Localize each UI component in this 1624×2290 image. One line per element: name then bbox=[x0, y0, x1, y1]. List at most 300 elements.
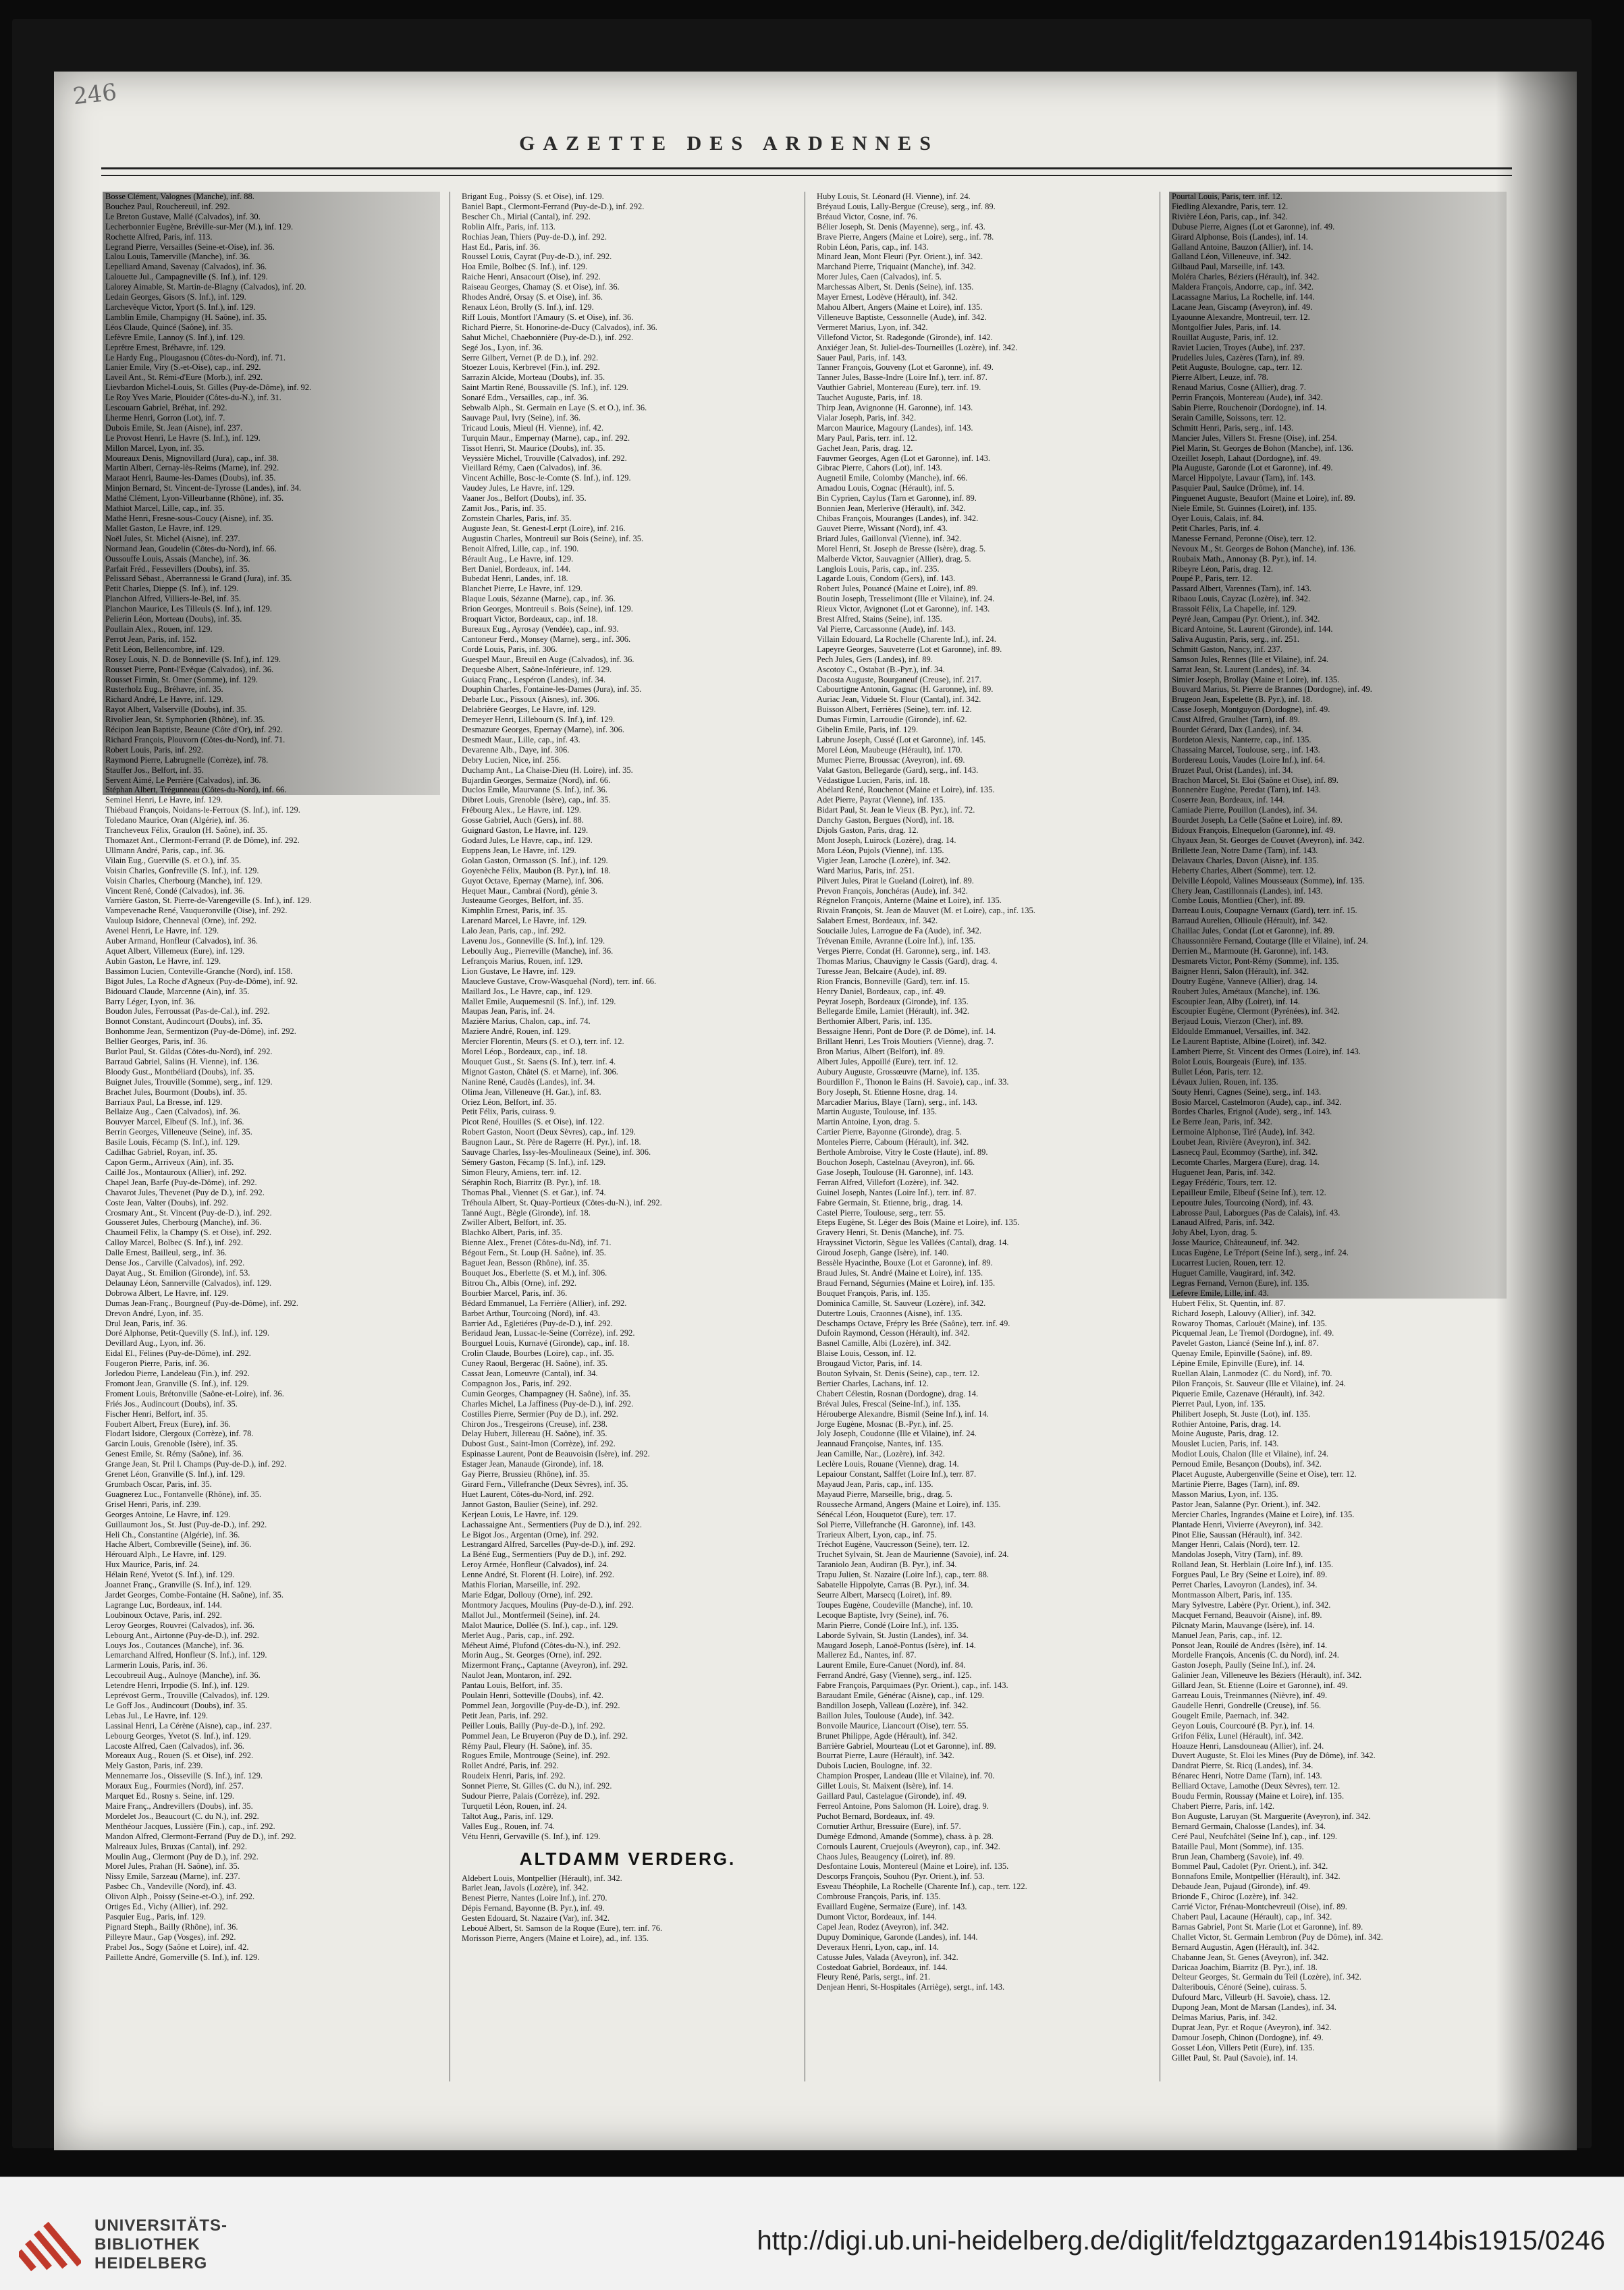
list-entry: Mercier Florentin, Meurs (S. et O.), terr. inf. 12. bbox=[462, 1037, 624, 1047]
list-entry: Pinot Elie, Saussan (Hérault), inf. 342. bbox=[1172, 1529, 1303, 1539]
list-entry: Barbet Arthur, Tourcoing (Nord), inf. 43. bbox=[462, 1308, 600, 1318]
list-entry: Lescouarn Gabriel, Bréhat, inf. 292. bbox=[103, 403, 440, 413]
list-entry: Simier Joseph, Brollay (Maine et Loire), inf. 135. bbox=[1169, 675, 1507, 685]
list-entry: Valat Gaston, Bellegarde (Gard), serg., inf. 143. bbox=[817, 765, 979, 775]
list-entry: Dalle Ernest, Bailleul, serg., inf. 36. bbox=[105, 1248, 227, 1258]
list-entry: Barriaux Paul, La Bresse, inf. 129. bbox=[105, 1097, 223, 1107]
list-entry: Gase Joseph, Toulouse (H. Garonne), inf. 143. bbox=[817, 1167, 973, 1177]
list-entry: Bureaux Eug., Ayrosay (Vendée), cap., inf. 93. bbox=[462, 624, 619, 634]
list-entry: Jardet Georges, Combe-Fontaine (H. Saône), inf. 35. bbox=[105, 1589, 283, 1600]
list-entry: Bubedat Henri, Landes, inf. 18. bbox=[462, 574, 568, 584]
list-entry: Le Berre Jean, Paris, inf. 342. bbox=[1169, 1117, 1507, 1127]
list-entry: Larenard Marcel, Le Havre, inf. 129. bbox=[462, 916, 587, 926]
list-entry: Pelierin Léon, Morteau (Doubs), inf. 35. bbox=[103, 614, 440, 624]
list-entry: Lepelliard Amand, Savenay (Calvados), inf. 36. bbox=[103, 262, 440, 272]
list-entry: Delay Hubert, Jillereau (H. Saône), inf. 35. bbox=[462, 1429, 607, 1439]
list-entry: Cornouls Laurent, Cruejouls (Aveyron), cap., inf. 342. bbox=[817, 1841, 1000, 1851]
newspaper-page bbox=[54, 72, 1577, 2150]
list-entry: Perrin François, Montereau (Aude), inf. 342. bbox=[1169, 393, 1507, 403]
list-entry: Bonnien Jean, Merlerive (Hérault), inf. 342. bbox=[817, 503, 966, 514]
list-entry: Lacassagne Marius, La Rochelle, inf. 144. bbox=[1169, 292, 1507, 302]
list-entry: Paillette André, Gomerville (S. Inf.), inf. 129. bbox=[105, 1952, 260, 1962]
list-entry: Sabatelle Hippolyte, Carras (B. Pyr.), inf. 34. bbox=[817, 1580, 969, 1590]
list-entry: Schmitt Gaston, Nancy, inf. 237. bbox=[1169, 645, 1507, 655]
list-entry: Parfait Fréd., Fessevillers (Doubs), inf. 35. bbox=[103, 564, 440, 574]
list-entry: Guinel Joseph, Nantes (Loire Inf.), terr. inf. 87. bbox=[817, 1187, 977, 1197]
list-entry: Vaudey Jules, Le Havre, inf. 129. bbox=[462, 483, 574, 493]
list-entry: Bouchez Paul, Rouchereuil, inf. 292. bbox=[103, 202, 440, 212]
list-entry: Vauthier Gabriel, Montereau (Eure), terr. inf. 19. bbox=[817, 383, 981, 393]
list-entry: Mallet Emile, Auquemesnil (S. Inf.), inf. 129. bbox=[462, 996, 616, 1006]
list-entry: Leprévost Germ., Trouville (Calvados), inf. 129. bbox=[105, 1691, 270, 1701]
list-entry: Cantoneur Ferd., Monsey (Marne), serg., inf. 306. bbox=[462, 634, 631, 644]
list-entry: Tréhoula Albert, St. Quay-Portieux (Côtes-du-N.), inf. 292. bbox=[462, 1197, 662, 1207]
list-entry: Bernard Augustin, Agen (Hérault), inf. 342. bbox=[1172, 1942, 1320, 1952]
list-entry: Manger Henri, Calais (Nord), terr. 12. bbox=[1172, 1539, 1300, 1550]
list-entry: Dayat Aug., St. Emilion (Gironde), inf. 53. bbox=[105, 1267, 250, 1278]
list-entry: Avenel Henri, Le Havre, inf. 129. bbox=[105, 926, 219, 936]
list-entry: Huby Louis, St. Léonard (H. Vienne), inf. 24. bbox=[817, 192, 971, 201]
list-entry: Berjaud Louis, Vierzon (Cher), inf. 89. bbox=[1169, 1016, 1507, 1027]
list-entry: Baguet Jean, Besson (Rhône), inf. 35. bbox=[462, 1258, 590, 1268]
list-entry: Sauer Paul, Paris, inf. 143. bbox=[817, 352, 907, 362]
columns bbox=[103, 192, 1547, 2095]
list-entry: Barrier Ad., Egletiéres (Puy-de-D.), inf. 292. bbox=[462, 1318, 613, 1328]
list-entry: Zornstein Charles, Paris, inf. 35. bbox=[462, 514, 572, 523]
list-entry: Martinie Pierre, Bages (Tarn), inf. 89. bbox=[1172, 1479, 1299, 1489]
list-entry: Prabel Jos., Sogy (Saône et Loire), inf. 42. bbox=[105, 1942, 249, 1952]
list-entry: Calloy Marcel, Bolbec (S. Inf.), inf. 292. bbox=[105, 1238, 244, 1248]
list-entry: Debarle Luc., Pissoux (Aisnes), inf. 306. bbox=[462, 694, 600, 705]
list-entry: Sauvage Paul, Ivry (Seine), inf. 36. bbox=[462, 412, 581, 422]
list-entry: Salabert Ernest, Bordeaux, inf. 342. bbox=[817, 916, 938, 926]
list-entry: Dubuse Pierre, Aignes (Lot et Garonne), inf. 49. bbox=[1169, 222, 1507, 232]
list-entry: Lalo Jean, Paris, cap., inf. 292. bbox=[462, 926, 566, 936]
list-entry: Anxiéger Jean, St. Juliel-des-Tourneilles (Lozère), inf. 342. bbox=[817, 342, 1018, 352]
list-entry: Brave Pierre, Angers (Maine et Loire), serg., inf. 78. bbox=[817, 231, 994, 242]
list-entry: Sabin Pierre, Rouchenoir (Dordogne), inf. 14. bbox=[1169, 403, 1507, 413]
list-entry: Roubert Jules, Amétaux (Manche), inf. 136. bbox=[1169, 987, 1507, 997]
list-entry: Mathis Florian, Marseille, inf. 292. bbox=[462, 1580, 580, 1590]
list-entry: Chabert Paul, Lacaune (Hérault), cap., inf. 342. bbox=[1172, 1911, 1332, 1921]
list-entry: Moléra Charles, Béziers (Hérault), inf. 342. bbox=[1169, 272, 1507, 282]
list-entry: Sol Pierre, Villefranche (H. Garonne), inf. 143. bbox=[817, 1519, 976, 1529]
list-entry: Legay Frédéric, Tours, terr. 12. bbox=[1169, 1178, 1507, 1188]
list-entry: Brionde F., Chiroc (Lozère), inf. 342. bbox=[1172, 1892, 1299, 1902]
list-entry: Bigot Jules, La Roche d'Agneux (Puy-de-Dôme), inf. 92. bbox=[105, 976, 298, 986]
list-entry: Vincent René, Condé (Calvados), inf. 36. bbox=[105, 885, 245, 896]
list-entry: Denjean Henri, St-Hospitales (Arriège), sergt., inf. 143. bbox=[817, 1982, 1005, 1992]
list-entry: Manuel Jean, Paris, cap., inf. 12. bbox=[1172, 1630, 1282, 1640]
list-entry: Galland Léon, Villeneuve, inf. 342. bbox=[1169, 252, 1507, 262]
list-entry: Bourbier Marcel, Paris, inf. 36. bbox=[462, 1288, 568, 1298]
library-name bbox=[94, 2216, 227, 2273]
list-entry: Frébourg Alex., Le Havre, inf. 129. bbox=[462, 805, 581, 815]
list-entry: Bernard Germain, Chalosse (Landes), inf. 34. bbox=[1172, 1821, 1326, 1831]
list-entry: Bourdet Gérard, Dax (Landes), inf. 34. bbox=[1169, 725, 1507, 735]
list-entry: Petit Jean, Paris, inf. 292. bbox=[462, 1710, 548, 1720]
list-entry: Moureaux Denis, Mignovillard (Jura), cap., inf. 38. bbox=[103, 454, 440, 464]
list-entry: Mignot Gaston, Châtel (S. et Marne), inf. 306. bbox=[462, 1066, 618, 1076]
list-entry: Hérouberge Alexandre, Bismil (Seine Inf.), inf. 14. bbox=[817, 1409, 989, 1419]
list-entry: Niele Emile, St. Guinnes (Loiret), inf. 135. bbox=[1169, 503, 1507, 514]
handwritten-page-number: 246 bbox=[72, 78, 118, 111]
list-entry: Fougeron Pierre, Paris, inf. 36. bbox=[105, 1359, 210, 1369]
list-entry: Godard Jules, Le Havre, cap., inf. 129. bbox=[462, 836, 593, 845]
list-entry: Moulin Aug., Clermont (Puy de D.), inf. 292. bbox=[105, 1851, 259, 1861]
list-entry: Pierre Albert, Leuze, inf. 78. bbox=[1169, 373, 1507, 383]
list-entry: Jeannaud Françoise, Nantes, inf. 135. bbox=[817, 1439, 944, 1449]
list-entry: Mouquet Gust., St. Saens (S. Inf.), terr. inf. 4. bbox=[462, 1056, 616, 1066]
list-entry: Maraot Henri, Baume-les-Dames (Doubs), inf. 35. bbox=[103, 473, 440, 483]
list-entry: Petit Charles, Paris, inf. 4. bbox=[1169, 524, 1507, 534]
list-entry: Marin Pierre, Condé (Loire Inf.), inf. 135. bbox=[817, 1620, 959, 1630]
list-entry: Monteles Pierre, Caboum (Hérault), inf. 342. bbox=[817, 1137, 969, 1147]
list-entry: Belliard Octave, Lamothe (Deux Sèvres), terr. 12. bbox=[1172, 1781, 1341, 1791]
list-entry: Dibret Louis, Grenoble (Isère), cap., inf. 35. bbox=[462, 795, 611, 805]
list-entry: Bloody Gust., Montbéliard (Doubs), inf. 35. bbox=[105, 1066, 254, 1076]
list-entry: Rieux Victor, Avignonet (Lot et Garonne), inf. 143. bbox=[817, 604, 990, 614]
list-entry: Raiche Henri, Ansacourt (Oise), inf. 292. bbox=[462, 272, 601, 282]
list-entry: Ferran Alfred, Villefort (Lozère), inf. 342. bbox=[817, 1177, 959, 1187]
list-entry: Fleury René, Paris, sergt., inf. 21. bbox=[817, 1972, 931, 1982]
list-entry: Boudu Fermin, Roussay (Maine et Loire), inf. 135. bbox=[1172, 1791, 1345, 1801]
list-entry: Aquet Albert, Villemeux (Eure), inf. 129. bbox=[105, 946, 245, 956]
list-entry: Camiade Pierre, Pouillon (Landes), inf. 34. bbox=[1169, 805, 1507, 815]
list-entry: Merlet Aug., Paris, cap., inf. 292. bbox=[462, 1630, 574, 1640]
list-entry: Pommel Jean, Le Bruyeron (Puy de D.), inf. 292. bbox=[462, 1730, 628, 1741]
list-entry: Plantade Henri, Vivierre (Aveyron), inf. 342. bbox=[1172, 1519, 1324, 1529]
list-entry: Derrien M., Marmoute (H. Garonne), inf. 143. bbox=[1169, 946, 1507, 956]
list-entry: Régnelon François, Anterne (Maine et Loire), inf. 135. bbox=[817, 896, 1002, 906]
source-url[interactable]: http://digi.ub.uni-heidelberg.de/diglit/feldztggazarden1914bis1915/0246 bbox=[757, 2226, 1605, 2256]
list-entry: Maupas Jean, Paris, inf. 24. bbox=[462, 1006, 556, 1016]
list-entry: Villefond Victor, St. Radegonde (Gironde), inf. 142. bbox=[817, 332, 993, 342]
library-name-line: UNIVERSITÄTS- bbox=[94, 2216, 228, 2235]
list-entry: Placet Auguste, Aubergenville (Seine et Oise), terr. 12. bbox=[1172, 1469, 1357, 1479]
list-entry: Blaise Louis, Cesson, inf. 12. bbox=[817, 1348, 917, 1359]
list-entry: Lalou Louis, Tamerville (Manche), inf. 36. bbox=[103, 252, 440, 262]
list-entry: Fabre Germain, St. Etienne, brig., drag. 14. bbox=[817, 1197, 963, 1207]
list-entry: Masson Marius, Lyon, inf. 135. bbox=[1172, 1489, 1278, 1499]
list-entry: Benest Pierre, Nantes (Loire Inf.), inf. 270. bbox=[462, 1893, 607, 1903]
list-entry: Debry Lucien, Nice, inf. 256. bbox=[462, 755, 562, 765]
list-entry: Delavaux Charles, Davon (Aisne), inf. 135. bbox=[1169, 856, 1507, 866]
list-entry: Gaston Joseph, Paully (Seine Inf.), inf. 24. bbox=[1172, 1660, 1316, 1670]
list-entry: Lebourg Ant., Airtonne (Puy-de-D.), inf. 292. bbox=[105, 1630, 259, 1640]
list-entry: Gaudelle Henri, Gondrelle (Creuse), inf. 56. bbox=[1172, 1700, 1322, 1710]
list-entry: Bourrat Pierre, Laure (Hérault), inf. 342. bbox=[817, 1751, 954, 1761]
list-entry: Mallet Gaston, Le Havre, inf. 129. bbox=[103, 524, 440, 534]
list-entry: Brillant Henri, Les Trois Moutiers (Vienne), drag. 7. bbox=[817, 1037, 994, 1047]
list-entry: Crolin Claude, Bourbes (Loire), cap., inf. 35. bbox=[462, 1348, 614, 1359]
list-entry: Gravery Henri, St. Denis (Manche), inf. 75. bbox=[817, 1228, 965, 1238]
list-entry: Gibrac Pierre, Cahors (Lot), inf. 143. bbox=[817, 463, 942, 473]
list-entry: Ozeillet Joseph, Lahaut (Dordogne), inf. 49. bbox=[1169, 454, 1507, 464]
list-entry: Mumec Pierre, Broussac (Aveyron), inf. 69. bbox=[817, 755, 965, 765]
list-entry: Robert Jules, Pouancé (Maine et Loire), inf. 89. bbox=[817, 584, 978, 594]
list-entry: Marcadier Marius, Blaye (Tarn), serg., inf. 143. bbox=[817, 1097, 977, 1107]
list-entry: Trapu Julien, St. Nazaire (Loire Inf.), cap., terr. 88. bbox=[817, 1570, 990, 1580]
list-entry: Rolland Jean, St. Herblain (Loire Inf.), inf. 135. bbox=[1172, 1560, 1334, 1570]
list-entry: Giroud Joseph, Gange (Isère), inf. 140. bbox=[817, 1248, 949, 1258]
list-entry: Ceré Paul, Neufchâtel (Seine Inf.), cap., inf. 129. bbox=[1172, 1831, 1338, 1841]
list-entry: Tanner François, Gouveny (Lot et Garonne), inf. 49. bbox=[817, 362, 994, 373]
list-entry: Lucas Eugène, Le Tréport (Seine Inf.), serg., inf. 24. bbox=[1169, 1248, 1507, 1258]
section-heading: ALTDAMM VERDERG. bbox=[519, 1848, 736, 1869]
list-entry: Olima Jean, Villeneuve (H. Gar.), inf. 83. bbox=[462, 1087, 601, 1097]
list-entry: Moreaux Aug., Rouen (S. et Oise), inf. 292. bbox=[105, 1751, 254, 1761]
list-entry: Delmas Marius, Paris, inf. 342. bbox=[1172, 2013, 1278, 2023]
list-entry: Auber Armand, Honfleur (Calvados), inf. 36. bbox=[105, 936, 258, 946]
list-entry: Serre Gilbert, Vernet (P. de D.), inf. 292. bbox=[462, 352, 599, 362]
list-entry: Richard Pierre, St. Honorine-de-Ducy (Calvados), inf. 36. bbox=[462, 322, 657, 332]
list-entry: Seminel Henri, Le Havre, inf. 129. bbox=[105, 795, 223, 805]
list-entry: Lagarde Louis, Condom (Gers), inf. 143. bbox=[817, 574, 956, 584]
list-entry: Lepaiour Constant, Salffet (Loire Inf.), terr. 87. bbox=[817, 1469, 977, 1479]
list-entry: Mennemarre Jos., Oisseville (S. Inf.), inf. 129. bbox=[105, 1771, 263, 1781]
list-entry: Modiot Louis, Chalon (Ille et Vilaine), inf. 24. bbox=[1172, 1449, 1328, 1459]
list-entry: Manesse Fernand, Peronne (Oise), terr. 12. bbox=[1169, 534, 1507, 544]
list-entry: Cabourtigne Antonin, Gagnac (H. Garonne), inf. 89. bbox=[817, 684, 994, 694]
list-entry: Sarrat Jean, St. Laurent (Landes), inf. 34. bbox=[1169, 665, 1507, 675]
list-entry: Petit Léon, Bellencombre, inf. 129. bbox=[103, 645, 440, 655]
list-entry: Albert Jules, Appoillé (Eure), terr. inf. 12. bbox=[817, 1056, 958, 1066]
list-entry: Bonhomme Jean, Sermentizon (Puy-de-Dôme), inf. 292. bbox=[105, 1027, 296, 1037]
list-entry: Mely Gaston, Paris, inf. 239. bbox=[105, 1761, 203, 1771]
list-entry: Dandrat Pierre, St. Ricq (Landes), inf. 34. bbox=[1172, 1761, 1314, 1771]
list-entry: Bouvard Marius, St. Pierre de Brannes (Dordogne), inf. 49. bbox=[1169, 684, 1507, 694]
list-entry: Vialar Joseph, Paris, inf. 342. bbox=[817, 412, 917, 422]
list-entry: Galland Antoine, Bauzon (Allier), inf. 14. bbox=[1169, 242, 1507, 252]
list-entry: Chaillac Jules, Condat (Lot et Garonne), inf. 89. bbox=[1169, 926, 1507, 936]
list-entry: Roussel Louis, Cayrat (Puy-de-D.), inf. 292. bbox=[462, 252, 612, 262]
list-entry: Chaumeil Félix, la Champy (S. et Oise), inf. 292. bbox=[105, 1228, 272, 1238]
list-entry: Zwiller Albert, Belfort, inf. 35. bbox=[462, 1218, 566, 1228]
list-entry: Mordelet Jos., Beaucourt (C. du N.), inf. 292. bbox=[105, 1811, 259, 1821]
list-entry: Guillaumont Jos., St. Just (Puy-de-D.), inf. 292. bbox=[105, 1519, 267, 1529]
list-entry: Gosset Léon, Villers Petit (Eure), inf. 135. bbox=[1172, 2042, 1315, 2052]
list-entry: Auriac Jean, Viduele St. Flour (Cantal), inf. 342. bbox=[817, 694, 981, 705]
list-entry: Heberty Charles, Albert (Somme), terr. 12. bbox=[1169, 866, 1507, 876]
list-entry: Danchy Gaston, Bergues (Nord), inf. 18. bbox=[817, 815, 954, 825]
list-entry: Broquart Victor, Bordeaux, cap., inf. 18. bbox=[462, 614, 598, 624]
list-entry: Thirp Jean, Avignonne (H. Garonne), inf. 143. bbox=[817, 403, 973, 413]
list-entry: Gillet Paul, St. Paul (Savoie), inf. 14. bbox=[1172, 2052, 1298, 2063]
list-entry: Vauloup Isidore, Chenneval (Orne), inf. 292. bbox=[105, 916, 256, 926]
list-entry: Mary Sylvestre, Labère (Pyr. Orient.), inf. 342. bbox=[1172, 1600, 1331, 1610]
list-entry: Doutry Eugène, Vanneve (Allier), drag. 14. bbox=[1169, 977, 1507, 987]
list-entry: Oriez Léon, Belfort, inf. 35. bbox=[462, 1097, 557, 1107]
list-entry: Gougelt Emile, Paernach, inf. 342. bbox=[1172, 1710, 1289, 1720]
list-entry: Pasquier Eug., Paris, inf. 129. bbox=[105, 1911, 206, 1921]
list-entry: Ponsot Jean, Rouilé de Andres (Isère), inf. 14. bbox=[1172, 1640, 1328, 1650]
list-entry: Lachassaigne Ant., Sermentiers (Puy de D.), inf. 292. bbox=[462, 1519, 642, 1529]
list-entry: Charles Michel, La Jaffiness (Puy-de-D.), inf. 292. bbox=[462, 1398, 634, 1409]
list-entry: Dumas Jean-Franç., Bourgneuf (Puy-de-Dôme), inf. 292. bbox=[105, 1298, 298, 1308]
list-entry: Labrune Joseph, Cussé (Lot et Garonne), inf. 145. bbox=[817, 734, 986, 744]
list-entry: Delaunay Léon, Sannerville (Calvados), inf. 129. bbox=[105, 1278, 272, 1288]
list-entry: Lecoubreuil Aug., Aulnoye (Manche), inf. 36. bbox=[105, 1670, 261, 1681]
list-entry: Renaud Marius, Cosne (Allier), drag. 7. bbox=[1169, 383, 1507, 393]
list-entry: Dépis Fernand, Bayonne (B. Pyr.), inf. 49. bbox=[462, 1903, 605, 1913]
list-entry: Bréaud Victor, Cosne, inf. 76. bbox=[817, 211, 918, 221]
list-entry: Doré Alphonse, Petit-Quevilly (S. Inf.), inf. 129. bbox=[105, 1328, 270, 1338]
list-entry: Bandillon Joseph, Valleau (Lozère), inf. 342. bbox=[817, 1700, 969, 1710]
list-entry: Genest Emile, St. Rémy (Saône), inf. 36. bbox=[105, 1449, 244, 1459]
list-entry: Bréval Jules, Frescal (Seine-Inf.), inf. 135. bbox=[817, 1398, 961, 1409]
list-entry: Guyot Octave, Epernay (Marne), inf. 306. bbox=[462, 875, 603, 885]
list-entry: Le Hardy Eug., Plougasnou (Côtes-du-Nord), inf. 71. bbox=[103, 353, 440, 363]
list-entry: Piel Marin, St. Georges de Bohon (Manche), inf. 136. bbox=[1169, 443, 1507, 454]
list-entry: Prevon François, Jonchéras (Aude), inf. 342. bbox=[817, 885, 968, 896]
list-entry: Douphin Charles, Fontaine-les-Dames (Jura), inf. 35. bbox=[462, 684, 642, 694]
list-entry: Bolot Louis, Bourgeais (Eure), inf. 135. bbox=[1169, 1057, 1507, 1067]
list-entry: Stauffer Jos., Belfort, inf. 35. bbox=[103, 765, 440, 775]
list-entry: Mazière Marius, Chalon, cap., inf. 74. bbox=[462, 1016, 591, 1027]
list-entry: Saliva Augustin, Paris, serg., inf. 251. bbox=[1169, 634, 1507, 645]
list-entry: Souciaile Jules, Larrogue de Fa (Aude), inf. 342. bbox=[817, 926, 982, 936]
list-entry: Bicard Antoine, St. Laurent (Gironde), inf. 144. bbox=[1169, 624, 1507, 634]
list-entry: Lalorey Aimable, St. Martin-de-Blagny (Calvados), inf. 20. bbox=[103, 282, 440, 292]
list-entry: Louys Jos., Coutances (Manche), inf. 36. bbox=[105, 1640, 244, 1650]
list-entry: Joly Joseph, Coudonne (Ille et Vilaine), inf. 24. bbox=[817, 1429, 977, 1439]
list-entry: Auguste Jean, St. Genest-Lerpt (Loire), inf. 216. bbox=[462, 523, 626, 533]
list-entry: Servent Aimé, Le Perrière (Calvados), inf. 36. bbox=[103, 775, 440, 786]
list-entry: Turesse Jean, Belcaire (Aude), inf. 89. bbox=[817, 966, 947, 976]
list-entry: Tissot Henri, St. Maurice (Doubs), inf. 35. bbox=[462, 443, 605, 453]
list-entry: Challet Victor, St. Germain Lembron (Puy de Dôme), inf. 342. bbox=[1172, 1932, 1384, 1942]
list-entry: Sahut Michel, Chaebonnière (Puy-de-D.), inf. 292. bbox=[462, 332, 634, 342]
list-entry: Braud Jules, St. André (Maine et Loire), inf. 135. bbox=[817, 1267, 983, 1278]
list-entry: Puchot Bernard, Bordeaux, inf. 49. bbox=[817, 1811, 935, 1821]
list-entry: Petit Charles, Dieppe (S. Inf.), inf. 129. bbox=[103, 584, 440, 594]
list-entry: Richard André, Le Havre, inf. 129. bbox=[103, 694, 440, 705]
list-entry: Buignet Jules, Trouville (Somme), serg., inf. 129. bbox=[105, 1076, 273, 1087]
list-entry: Normand Jean, Goudelin (Côtes-du-Nord), inf. 66. bbox=[103, 544, 440, 554]
column-3 bbox=[814, 192, 1152, 2095]
list-entry: Hrayssinet Victorin, Sègue les Vallées (Cantal), drag. 14. bbox=[817, 1238, 1009, 1248]
list-entry: Bullet Léon, Paris, terr. 12. bbox=[1169, 1067, 1507, 1077]
list-entry: Darreau Louis, Coupagne Vernaux (Gard), terr. inf. 15. bbox=[1169, 906, 1507, 916]
list-entry: Escoupier Jean, Alby (Loiret), inf. 14. bbox=[1169, 997, 1507, 1007]
list-entry: Baniel Bapt., Clermont-Ferrand (Puy-de-D.), inf. 292. bbox=[462, 201, 645, 211]
list-entry: Cordé Louis, Paris, inf. 306. bbox=[462, 644, 558, 654]
list-entry: Chaos Jules, Beaugency (Loiret), inf. 89. bbox=[817, 1851, 956, 1861]
list-entry: Dupong Jean, Mont de Marsan (Landes), inf. 34. bbox=[1172, 2002, 1337, 2013]
list-entry: Barry Léger, Lyon, inf. 36. bbox=[105, 996, 196, 1006]
list-entry: Malberde Victor, Sauvagnier (Allier), drag. 5. bbox=[817, 553, 971, 564]
list-entry: Hequet Maur., Cambrai (Nord), génie 3. bbox=[462, 885, 597, 896]
list-entry: Pommel Jean, Jorgoville (Puy-de-D.), inf. 292. bbox=[462, 1700, 620, 1710]
list-entry: Duchamp Ant., La Chaise-Dieu (H. Loire), inf. 35. bbox=[462, 765, 633, 775]
list-entry: Truchet Sylvain, St. Jean de Maurienne (Savoie), inf. 24. bbox=[817, 1550, 1009, 1560]
list-entry: Marie Edgar, Dollouy (Orne), inf. 292. bbox=[462, 1589, 593, 1600]
list-entry: Amadou Louis, Cognac (Hérault), inf. 5. bbox=[817, 483, 954, 493]
list-entry: Grenet Léon, Granville (S. Inf.), inf. 129. bbox=[105, 1469, 245, 1479]
list-entry: Legrand Pierre, Versailles (Seine-et-Oise), inf. 36. bbox=[103, 242, 440, 252]
list-entry: Bouton Sylvain, St. Denis (Seine), cap., terr. 12. bbox=[817, 1369, 979, 1379]
list-entry: Hélain René, Yvetot (S. Inf.), inf. 129. bbox=[105, 1570, 235, 1580]
list-entry: Lépine Emile, Epinville (Eure), inf. 14. bbox=[1172, 1359, 1305, 1369]
list-entry: Foubert Albert, Freux (Eure), inf. 36. bbox=[105, 1419, 231, 1429]
list-entry: Lestrangard Alfred, Sarcelles (Puy-de-D.), inf. 292. bbox=[462, 1539, 636, 1550]
list-entry: Mayaud Jean, Paris, cap., inf. 135. bbox=[817, 1479, 933, 1489]
list-entry: Sebwalb Alph., St. Germain en Laye (S. et O.), inf. 36. bbox=[462, 403, 647, 413]
list-entry: Casse Joseph, Montguyon (Dordogne), inf. 49. bbox=[1169, 705, 1507, 715]
list-entry: Maldera François, Andorre, cap., inf. 342. bbox=[1169, 282, 1507, 292]
list-entry: Planchon Maurice, Les Tilleuls (S. Inf.), inf. 129. bbox=[103, 604, 440, 614]
list-entry: Picquemal Jean, Le Tremol (Dordogne), inf. 49. bbox=[1172, 1328, 1334, 1338]
list-entry: Gachet Jean, Paris, drag. 12. bbox=[817, 443, 913, 453]
list-entry: Mont Joseph, Luirock (Lozère), drag. 14. bbox=[817, 836, 956, 845]
list-entry: Rochette Alfred, Paris, inf. 113. bbox=[103, 232, 440, 242]
list-entry: Sonaré Edm., Versailles, cap., inf. 36. bbox=[462, 393, 589, 403]
list-entry: Guiacq Franç., Lespéron (Landes), inf. 34. bbox=[462, 674, 606, 684]
list-entry: Montgolfier Jules, Paris, inf. 14. bbox=[1169, 323, 1507, 333]
list-entry: Desmarets Victor, Pont-Rémy (Somme), inf. 135. bbox=[1169, 956, 1507, 966]
list-entry: Caillé Jos., Montauroux (Allier), inf. 292. bbox=[105, 1167, 246, 1177]
list-entry: Quenay Emile, Epinville (Saône), inf. 89. bbox=[1172, 1348, 1312, 1359]
list-entry: Tanné Augt., Bègle (Gironde), inf. 18. bbox=[462, 1207, 591, 1218]
list-entry: Brunet Philippe, Agde (Hérault), inf. 342. bbox=[817, 1730, 958, 1741]
list-entry: Villain Edouard, La Rochelle (Charente Inf.), inf. 24. bbox=[817, 634, 996, 644]
list-entry: Lavenu Jos., Gonneville (S. Inf.), inf. 129. bbox=[462, 936, 605, 946]
list-entry: Bédard Emmanuel, La Ferrière (Allier), inf. 292. bbox=[462, 1298, 627, 1308]
list-entry: Champion Prosper, Landeau (Ille et Vilaine), inf. 70. bbox=[817, 1771, 995, 1781]
list-entry: Pla Auguste, Garonde (Lot et Garonne), inf. 49. bbox=[1169, 463, 1507, 473]
list-entry: Mallot Jul., Montfermeil (Seine), inf. 24. bbox=[462, 1610, 600, 1620]
list-entry: Bénarec Henri, Notre Dame (Tarn), inf. 143. bbox=[1172, 1771, 1322, 1781]
list-entry: Garreau Louis, Treinmannes (Nièvre), inf. 49. bbox=[1172, 1691, 1328, 1701]
list-entry: Gosse Gabriel, Auch (Gers), inf. 88. bbox=[462, 815, 584, 825]
library-name-line: BIBLIOTHEK bbox=[94, 2235, 200, 2254]
list-entry: Damour Joseph, Chinon (Dordogne), inf. 49. bbox=[1172, 2032, 1324, 2042]
list-entry: Samson Jules, Rennes (Ille et Vilaine), inf. 24. bbox=[1169, 655, 1507, 665]
list-entry: Raviet Lucien, Troyes (Aube), inf. 237. bbox=[1169, 343, 1507, 353]
list-entry: Fauvmer Georges, Agen (Lot et Garonne), inf. 143. bbox=[817, 453, 990, 463]
list-entry: Mahou Albert, Angers (Maine et Loire), inf. 135. bbox=[817, 302, 983, 312]
list-entry: Bouquet Jos., Eberlette (S. et M.), inf. 306. bbox=[462, 1267, 607, 1278]
list-entry: Cuney Raoul, Bergerac (H. Saône), inf. 35. bbox=[462, 1359, 608, 1369]
list-entry: Rouillat Auguste, Paris, inf. 12. bbox=[1169, 333, 1507, 343]
list-entry: Hérouard Alph., Le Havre, inf. 129. bbox=[105, 1550, 227, 1560]
masthead: GAZETTE DES ARDENNES bbox=[519, 132, 939, 155]
list-entry: Compagnon Jos., Paris, inf. 292. bbox=[462, 1378, 572, 1388]
list-entry: Bosse Clément, Valognes (Manche), inf. 88. bbox=[103, 192, 440, 202]
list-entry: Coste Jean, Valter (Doubs), inf. 292. bbox=[105, 1197, 229, 1207]
list-entry: Leroy Georges, Rouvrei (Calvados), inf. 36. bbox=[105, 1620, 254, 1630]
list-entry: Dalteribouis, Cénoré (Seine), cuirass. 5. bbox=[1172, 1982, 1307, 1992]
list-entry: Philibert Joseph, St. Juste (Lot), inf. 135. bbox=[1172, 1409, 1311, 1419]
list-entry: Geyon Louis, Courcouré (B. Pyr.), inf. 14. bbox=[1172, 1720, 1315, 1730]
list-entry: Poullain Alex., Rouen, inf. 129. bbox=[103, 624, 440, 634]
list-entry: Val Pierre, Carcassonne (Aude), inf. 143. bbox=[817, 624, 956, 634]
list-entry: Thomazet Ant., Clermont-Ferrand (P. de Dôme), inf. 292. bbox=[105, 836, 300, 845]
list-entry: Gibelin Emile, Paris, inf. 129. bbox=[817, 725, 918, 735]
footer-bar bbox=[0, 2177, 1624, 2290]
list-entry: Sauvage Charles, Issy-les-Moulineaux (Seine), inf. 306. bbox=[462, 1147, 651, 1157]
list-entry: Rogues Emile, Montrouge (Seine), inf. 292. bbox=[462, 1751, 610, 1761]
list-entry: Naulot Jean, Montaron, inf. 292. bbox=[462, 1670, 572, 1681]
list-entry: Flodart Isidore, Clergoux (Corrèze), inf. 78. bbox=[105, 1429, 254, 1439]
list-entry: Dufourd Marc, Villeurb (H. Savoie), chass. 12. bbox=[1172, 1992, 1330, 2002]
list-entry: Huguet Camille, Vaugirard, inf. 342. bbox=[1169, 1268, 1507, 1278]
list-entry: Bérault Aug., Le Havre, inf. 129. bbox=[462, 553, 574, 564]
list-entry: Ledain Georges, Gisors (S. Inf.), inf. 129. bbox=[103, 292, 440, 302]
list-entry: Pech Jules, Gers (Landes), inf. 89. bbox=[817, 654, 933, 664]
list-entry: Devarenne Alb., Daye, inf. 306. bbox=[462, 744, 570, 755]
